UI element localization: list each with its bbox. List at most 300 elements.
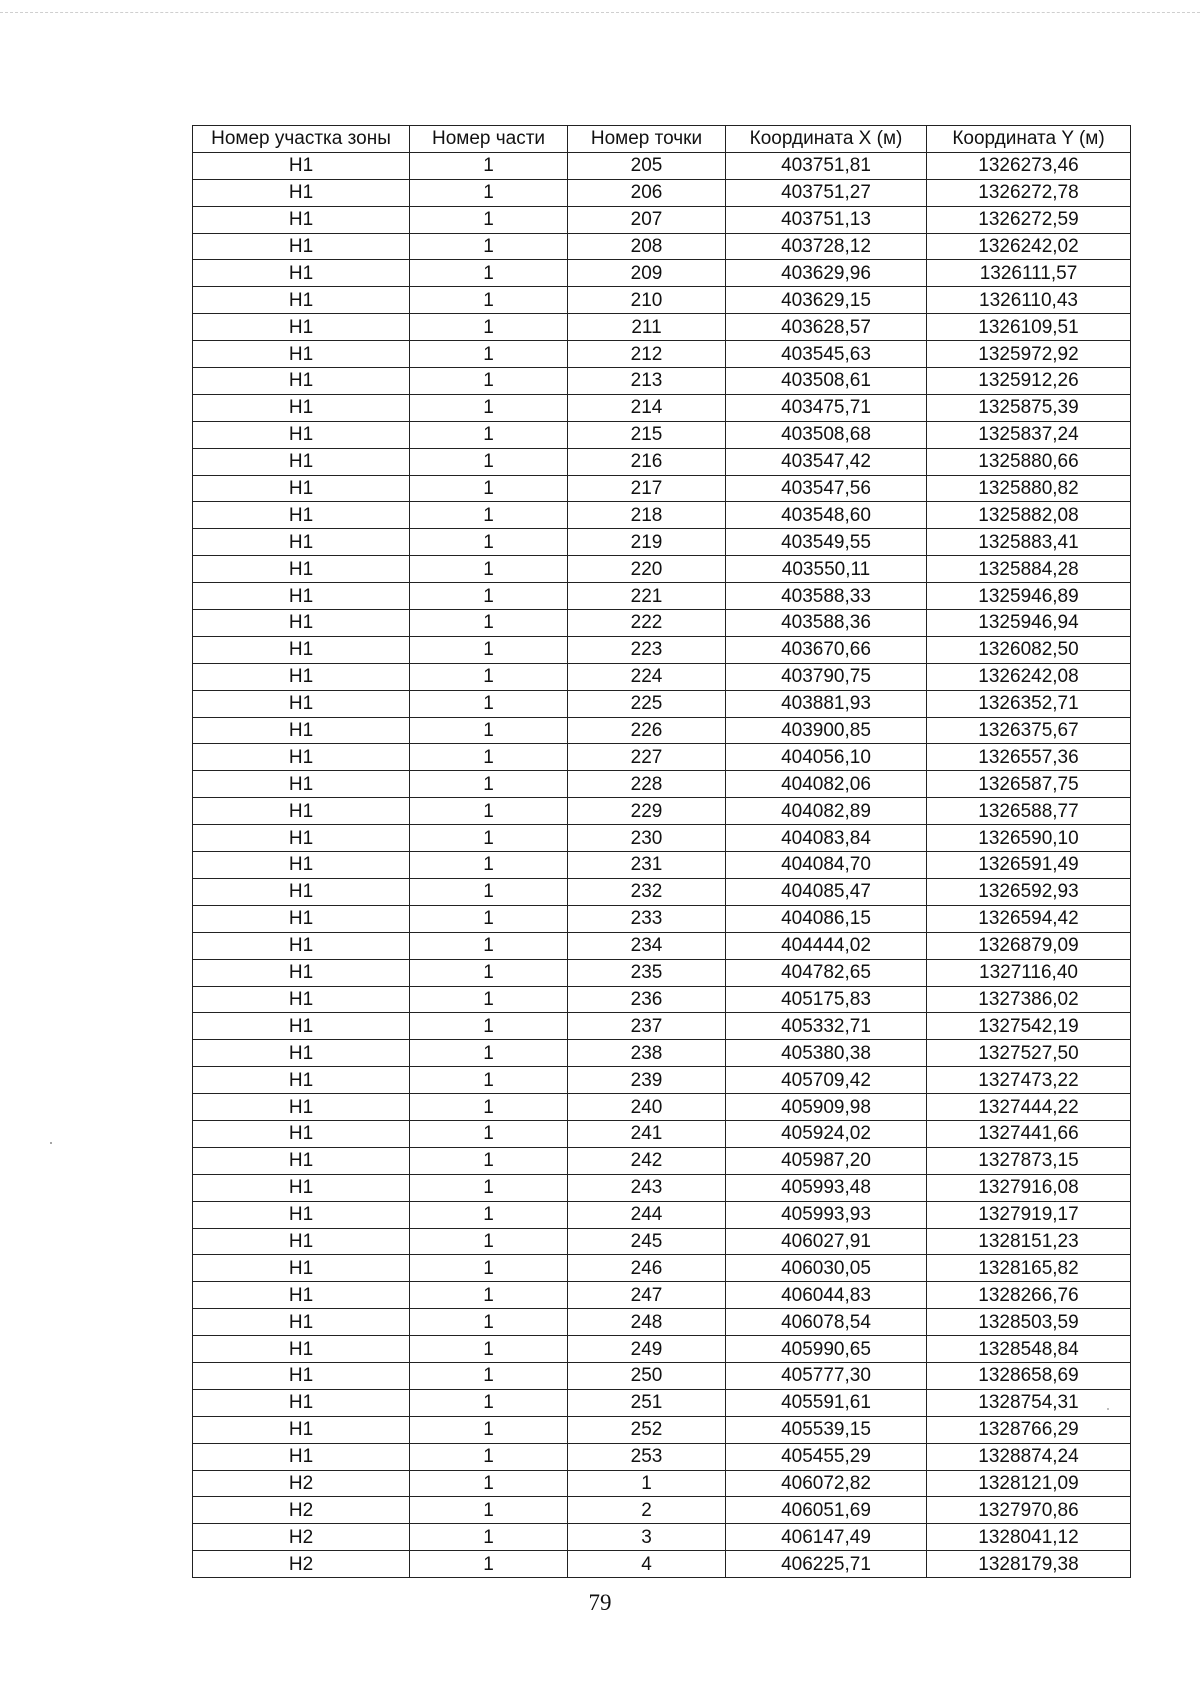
zone-section-cell: Н1 [193, 1013, 410, 1040]
coordinate-x-cell: 403881,93 [726, 690, 927, 717]
part-number-cell: 1 [410, 368, 568, 395]
part-number-cell: 1 [410, 448, 568, 475]
point-number-cell: 234 [568, 932, 726, 959]
part-number-cell: 1 [410, 717, 568, 744]
zone-section-cell: Н1 [193, 1416, 410, 1443]
coordinate-y-cell: 1327527,50 [927, 1040, 1131, 1067]
table-row [193, 179, 1131, 206]
part-number-cell: 1 [410, 502, 568, 529]
zone-section-cell: Н1 [193, 610, 410, 637]
table-row [193, 1147, 1131, 1174]
coordinate-y-cell: 1328754,31 [927, 1389, 1131, 1416]
zone-section-cell: Н1 [193, 1362, 410, 1389]
point-number-cell: 232 [568, 878, 726, 905]
coordinate-x-cell: 404082,06 [726, 771, 927, 798]
table-row [193, 771, 1131, 798]
point-number-cell: 251 [568, 1389, 726, 1416]
zone-section-cell: Н1 [193, 529, 410, 556]
coordinate-y-cell: 1327386,02 [927, 986, 1131, 1013]
zone-section-cell: Н1 [193, 771, 410, 798]
point-number-cell: 220 [568, 556, 726, 583]
coordinate-y-cell: 1326592,93 [927, 878, 1131, 905]
zone-section-cell: Н2 [193, 1497, 410, 1524]
coordinate-y-cell: 1327542,19 [927, 1013, 1131, 1040]
point-number-cell: 2 [568, 1497, 726, 1524]
point-number-cell: 3 [568, 1524, 726, 1551]
part-number-cell: 1 [410, 798, 568, 825]
zone-section-cell: Н1 [193, 878, 410, 905]
part-number-cell: 1 [410, 959, 568, 986]
part-number-cell: 1 [410, 287, 568, 314]
coordinate-y-cell: 1326591,49 [927, 852, 1131, 879]
part-number-cell: 1 [410, 152, 568, 179]
coordinate-x-cell: 403508,61 [726, 368, 927, 395]
point-number-cell: 252 [568, 1416, 726, 1443]
coordinate-x-cell: 406027,91 [726, 1228, 927, 1255]
point-number-cell: 213 [568, 368, 726, 395]
header-zone-section: Номер участка зоны [193, 126, 410, 153]
part-number-cell: 1 [410, 341, 568, 368]
point-number-cell: 218 [568, 502, 726, 529]
point-number-cell: 225 [568, 690, 726, 717]
point-number-cell: 209 [568, 260, 726, 287]
coordinate-y-cell: 1327444,22 [927, 1094, 1131, 1121]
table-row [193, 852, 1131, 879]
point-number-cell: 226 [568, 717, 726, 744]
zone-section-cell: Н1 [193, 1067, 410, 1094]
part-number-cell: 1 [410, 1497, 568, 1524]
part-number-cell: 1 [410, 1416, 568, 1443]
coordinate-x-cell: 404782,65 [726, 959, 927, 986]
coordinate-x-cell: 403751,13 [726, 206, 927, 233]
coordinate-y-cell: 1326352,71 [927, 690, 1131, 717]
coordinate-x-cell: 405380,38 [726, 1040, 927, 1067]
zone-section-cell: Н1 [193, 421, 410, 448]
point-number-cell: 223 [568, 636, 726, 663]
table-row [193, 1470, 1131, 1497]
part-number-cell: 1 [410, 1309, 568, 1336]
zone-section-cell: Н1 [193, 1443, 410, 1470]
table-header-row [193, 126, 1131, 153]
coordinate-x-cell: 405591,61 [726, 1389, 927, 1416]
zone-section-cell: Н1 [193, 1282, 410, 1309]
coordinate-x-cell: 406030,05 [726, 1255, 927, 1282]
point-number-cell: 221 [568, 583, 726, 610]
coordinate-x-cell: 403900,85 [726, 717, 927, 744]
coordinate-y-cell: 1327441,66 [927, 1120, 1131, 1147]
point-number-cell: 211 [568, 314, 726, 341]
table-row [193, 610, 1131, 637]
coordinate-x-cell: 406051,69 [726, 1497, 927, 1524]
zone-section-cell: Н1 [193, 206, 410, 233]
table-row [193, 878, 1131, 905]
table-row [193, 1551, 1131, 1578]
part-number-cell: 1 [410, 1255, 568, 1282]
zone-section-cell: Н1 [193, 690, 410, 717]
part-number-cell: 1 [410, 1228, 568, 1255]
zone-section-cell: Н1 [193, 636, 410, 663]
coordinate-x-cell: 406147,49 [726, 1524, 927, 1551]
coordinates-table [192, 125, 1131, 1578]
coordinate-y-cell: 1328503,59 [927, 1309, 1131, 1336]
table-row [193, 744, 1131, 771]
coordinate-x-cell: 404084,70 [726, 852, 927, 879]
coordinate-x-cell: 405909,98 [726, 1094, 927, 1121]
zone-section-cell: Н1 [193, 717, 410, 744]
coordinate-x-cell: 403549,55 [726, 529, 927, 556]
coordinate-x-cell: 405455,29 [726, 1443, 927, 1470]
part-number-cell: 1 [410, 852, 568, 879]
part-number-cell: 1 [410, 744, 568, 771]
table-row [193, 529, 1131, 556]
zone-section-cell: Н1 [193, 314, 410, 341]
table-row [193, 959, 1131, 986]
table-row [193, 690, 1131, 717]
coordinate-y-cell: 1328658,69 [927, 1362, 1131, 1389]
point-number-cell: 219 [568, 529, 726, 556]
coordinate-x-cell: 406044,83 [726, 1282, 927, 1309]
zone-section-cell: Н1 [193, 1174, 410, 1201]
zone-section-cell: Н2 [193, 1551, 410, 1578]
part-number-cell: 1 [410, 771, 568, 798]
part-number-cell: 1 [410, 529, 568, 556]
coordinate-y-cell: 1327873,15 [927, 1147, 1131, 1174]
table-row [193, 798, 1131, 825]
part-number-cell: 1 [410, 1040, 568, 1067]
table-row [193, 368, 1131, 395]
coordinate-y-cell: 1325880,82 [927, 475, 1131, 502]
part-number-cell: 1 [410, 1094, 568, 1121]
coordinate-y-cell: 1328548,84 [927, 1336, 1131, 1363]
coordinate-y-cell: 1325875,39 [927, 394, 1131, 421]
coordinate-x-cell: 405332,71 [726, 1013, 927, 1040]
table-row [193, 1067, 1131, 1094]
zone-section-cell: Н1 [193, 1309, 410, 1336]
part-number-cell: 1 [410, 663, 568, 690]
coordinate-x-cell: 403751,81 [726, 152, 927, 179]
point-number-cell: 231 [568, 852, 726, 879]
coordinate-x-cell: 405990,65 [726, 1336, 927, 1363]
table-row [193, 1389, 1131, 1416]
part-number-cell: 1 [410, 206, 568, 233]
coordinate-y-cell: 1326110,43 [927, 287, 1131, 314]
coordinate-x-cell: 404444,02 [726, 932, 927, 959]
coordinate-y-cell: 1325972,92 [927, 341, 1131, 368]
table-body [193, 152, 1131, 1577]
zone-section-cell: Н1 [193, 1120, 410, 1147]
zone-section-cell: Н1 [193, 233, 410, 260]
table-row [193, 1174, 1131, 1201]
point-number-cell: 240 [568, 1094, 726, 1121]
zone-section-cell: Н1 [193, 663, 410, 690]
part-number-cell: 1 [410, 1067, 568, 1094]
zone-section-cell: Н1 [193, 798, 410, 825]
point-number-cell: 238 [568, 1040, 726, 1067]
zone-section-cell: Н1 [193, 152, 410, 179]
part-number-cell: 1 [410, 610, 568, 637]
coordinate-y-cell: 1326590,10 [927, 825, 1131, 852]
zone-section-cell: Н1 [193, 852, 410, 879]
coordinate-y-cell: 1326111,57 [927, 260, 1131, 287]
table-row [193, 341, 1131, 368]
coordinate-y-cell: 1325883,41 [927, 529, 1131, 556]
table-row [193, 1362, 1131, 1389]
coordinate-x-cell: 405987,20 [726, 1147, 927, 1174]
zone-section-cell: Н1 [193, 556, 410, 583]
point-number-cell: 243 [568, 1174, 726, 1201]
point-number-cell: 241 [568, 1120, 726, 1147]
coordinate-x-cell: 406225,71 [726, 1551, 927, 1578]
coordinate-y-cell: 1326272,59 [927, 206, 1131, 233]
table-row [193, 1013, 1131, 1040]
table-row [193, 1282, 1131, 1309]
zone-section-cell: Н1 [193, 260, 410, 287]
point-number-cell: 242 [568, 1147, 726, 1174]
coordinate-y-cell: 1328165,82 [927, 1255, 1131, 1282]
table-row [193, 1416, 1131, 1443]
header-coordinate-y: Координата Y (м) [927, 126, 1131, 153]
coordinate-y-cell: 1328121,09 [927, 1470, 1131, 1497]
point-number-cell: 253 [568, 1443, 726, 1470]
point-number-cell: 248 [568, 1309, 726, 1336]
coordinate-x-cell: 403588,36 [726, 610, 927, 637]
coordinate-y-cell: 1326242,08 [927, 663, 1131, 690]
coordinate-y-cell: 1326082,50 [927, 636, 1131, 663]
table-row [193, 502, 1131, 529]
part-number-cell: 1 [410, 1362, 568, 1389]
coordinate-y-cell: 1325837,24 [927, 421, 1131, 448]
point-number-cell: 216 [568, 448, 726, 475]
table-row [193, 1094, 1131, 1121]
table-row [193, 421, 1131, 448]
coordinate-y-cell: 1325880,66 [927, 448, 1131, 475]
table-row [193, 287, 1131, 314]
table-row [193, 556, 1131, 583]
table-row [193, 583, 1131, 610]
coordinate-x-cell: 404082,89 [726, 798, 927, 825]
coordinate-y-cell: 1327919,17 [927, 1201, 1131, 1228]
coordinate-x-cell: 403588,33 [726, 583, 927, 610]
part-number-cell: 1 [410, 1174, 568, 1201]
part-number-cell: 1 [410, 1120, 568, 1147]
point-number-cell: 230 [568, 825, 726, 852]
coordinate-x-cell: 403728,12 [726, 233, 927, 260]
coordinate-x-cell: 403629,15 [726, 287, 927, 314]
part-number-cell: 1 [410, 1336, 568, 1363]
zone-section-cell: Н2 [193, 1524, 410, 1551]
coordinate-y-cell: 1326587,75 [927, 771, 1131, 798]
coordinate-x-cell: 405993,48 [726, 1174, 927, 1201]
header-part-number: Номер части [410, 126, 568, 153]
coordinate-x-cell: 406072,82 [726, 1470, 927, 1497]
zone-section-cell: Н1 [193, 1228, 410, 1255]
zone-section-cell: Н1 [193, 287, 410, 314]
part-number-cell: 1 [410, 475, 568, 502]
part-number-cell: 1 [410, 1443, 568, 1470]
point-number-cell: 233 [568, 905, 726, 932]
point-number-cell: 239 [568, 1067, 726, 1094]
coordinate-x-cell: 403629,96 [726, 260, 927, 287]
table-row [193, 1201, 1131, 1228]
coordinate-x-cell: 404085,47 [726, 878, 927, 905]
coordinate-y-cell: 1326594,42 [927, 905, 1131, 932]
coordinate-x-cell: 404056,10 [726, 744, 927, 771]
table-row [193, 636, 1131, 663]
point-number-cell: 207 [568, 206, 726, 233]
scan-edge-line [0, 12, 1200, 13]
part-number-cell: 1 [410, 1524, 568, 1551]
table-row [193, 905, 1131, 932]
zone-section-cell: Н1 [193, 932, 410, 959]
coordinate-y-cell: 1327916,08 [927, 1174, 1131, 1201]
part-number-cell: 1 [410, 1013, 568, 1040]
point-number-cell: 235 [568, 959, 726, 986]
table-row [193, 986, 1131, 1013]
table-row [193, 475, 1131, 502]
coordinate-y-cell: 1326588,77 [927, 798, 1131, 825]
coordinate-y-cell: 1326273,46 [927, 152, 1131, 179]
coordinate-x-cell: 404086,15 [726, 905, 927, 932]
point-number-cell: 245 [568, 1228, 726, 1255]
point-number-cell: 247 [568, 1282, 726, 1309]
table-row [193, 825, 1131, 852]
coordinate-x-cell: 403751,27 [726, 179, 927, 206]
table-row [193, 1497, 1131, 1524]
part-number-cell: 1 [410, 394, 568, 421]
point-number-cell: 249 [568, 1336, 726, 1363]
table-row [193, 1040, 1131, 1067]
table-row [193, 233, 1131, 260]
header-point-number: Номер точки [568, 126, 726, 153]
coordinate-x-cell: 405993,93 [726, 1201, 927, 1228]
page-number: 79 [588, 1590, 612, 1615]
table-row [193, 663, 1131, 690]
coordinate-x-cell: 405777,30 [726, 1362, 927, 1389]
part-number-cell: 1 [410, 690, 568, 717]
coordinate-y-cell: 1327970,86 [927, 1497, 1131, 1524]
coordinate-x-cell: 405175,83 [726, 986, 927, 1013]
zone-section-cell: Н1 [193, 1040, 410, 1067]
part-number-cell: 1 [410, 986, 568, 1013]
coordinate-x-cell: 403547,56 [726, 475, 927, 502]
point-number-cell: 236 [568, 986, 726, 1013]
table-row [193, 448, 1131, 475]
point-number-cell: 1 [568, 1470, 726, 1497]
zone-section-cell: Н1 [193, 905, 410, 932]
coordinate-y-cell: 1326557,36 [927, 744, 1131, 771]
table-row [193, 1524, 1131, 1551]
part-number-cell: 1 [410, 825, 568, 852]
part-number-cell: 1 [410, 421, 568, 448]
part-number-cell: 1 [410, 233, 568, 260]
part-number-cell: 1 [410, 556, 568, 583]
zone-section-cell: Н1 [193, 986, 410, 1013]
coordinate-x-cell: 403508,68 [726, 421, 927, 448]
zone-section-cell: Н1 [193, 1201, 410, 1228]
zone-section-cell: Н2 [193, 1470, 410, 1497]
zone-section-cell: Н1 [193, 368, 410, 395]
part-number-cell: 1 [410, 1470, 568, 1497]
part-number-cell: 1 [410, 878, 568, 905]
coordinate-x-cell: 403628,57 [726, 314, 927, 341]
point-number-cell: 210 [568, 287, 726, 314]
part-number-cell: 1 [410, 314, 568, 341]
zone-section-cell: Н1 [193, 744, 410, 771]
point-number-cell: 222 [568, 610, 726, 637]
part-number-cell: 1 [410, 1201, 568, 1228]
coordinate-y-cell: 1328766,29 [927, 1416, 1131, 1443]
coordinate-x-cell: 404083,84 [726, 825, 927, 852]
point-number-cell: 224 [568, 663, 726, 690]
zone-section-cell: Н1 [193, 1389, 410, 1416]
table-row [193, 1255, 1131, 1282]
coordinate-x-cell: 403475,71 [726, 394, 927, 421]
coordinate-y-cell: 1328041,12 [927, 1524, 1131, 1551]
table-row [193, 717, 1131, 744]
coordinate-y-cell: 1326272,78 [927, 179, 1131, 206]
zone-section-cell: Н1 [193, 1147, 410, 1174]
coordinate-x-cell: 403545,63 [726, 341, 927, 368]
coordinate-y-cell: 1326375,67 [927, 717, 1131, 744]
coordinate-y-cell: 1328151,23 [927, 1228, 1131, 1255]
table-row [193, 314, 1131, 341]
table-row [193, 1443, 1131, 1470]
point-number-cell: 205 [568, 152, 726, 179]
zone-section-cell: Н1 [193, 1255, 410, 1282]
coordinate-x-cell: 403548,60 [726, 502, 927, 529]
part-number-cell: 1 [410, 905, 568, 932]
zone-section-cell: Н1 [193, 959, 410, 986]
table-row [193, 260, 1131, 287]
coordinate-y-cell: 1325884,28 [927, 556, 1131, 583]
coordinate-y-cell: 1325946,89 [927, 583, 1131, 610]
coordinate-y-cell: 1325912,26 [927, 368, 1131, 395]
part-number-cell: 1 [410, 636, 568, 663]
point-number-cell: 217 [568, 475, 726, 502]
zone-section-cell: Н1 [193, 1094, 410, 1121]
point-number-cell: 227 [568, 744, 726, 771]
coordinate-x-cell: 403547,42 [726, 448, 927, 475]
point-number-cell: 246 [568, 1255, 726, 1282]
part-number-cell: 1 [410, 1389, 568, 1416]
point-number-cell: 215 [568, 421, 726, 448]
zone-section-cell: Н1 [193, 394, 410, 421]
point-number-cell: 208 [568, 233, 726, 260]
part-number-cell: 1 [410, 179, 568, 206]
coordinate-x-cell: 403550,11 [726, 556, 927, 583]
header-coordinate-x: Координата X (м) [726, 126, 927, 153]
table-row [193, 206, 1131, 233]
table-row [193, 1228, 1131, 1255]
table-row [193, 394, 1131, 421]
coordinate-y-cell: 1326109,51 [927, 314, 1131, 341]
coordinate-x-cell: 405709,42 [726, 1067, 927, 1094]
coordinate-y-cell: 1325882,08 [927, 502, 1131, 529]
point-number-cell: 237 [568, 1013, 726, 1040]
point-number-cell: 212 [568, 341, 726, 368]
coordinate-y-cell: 1326879,09 [927, 932, 1131, 959]
coordinate-y-cell: 1327116,40 [927, 959, 1131, 986]
zone-section-cell: Н1 [193, 448, 410, 475]
point-number-cell: 4 [568, 1551, 726, 1578]
coordinate-x-cell: 405924,02 [726, 1120, 927, 1147]
part-number-cell: 1 [410, 260, 568, 287]
zone-section-cell: Н1 [193, 179, 410, 206]
coordinate-y-cell: 1328266,76 [927, 1282, 1131, 1309]
coordinate-y-cell: 1328874,24 [927, 1443, 1131, 1470]
point-number-cell: 244 [568, 1201, 726, 1228]
zone-section-cell: Н1 [193, 583, 410, 610]
